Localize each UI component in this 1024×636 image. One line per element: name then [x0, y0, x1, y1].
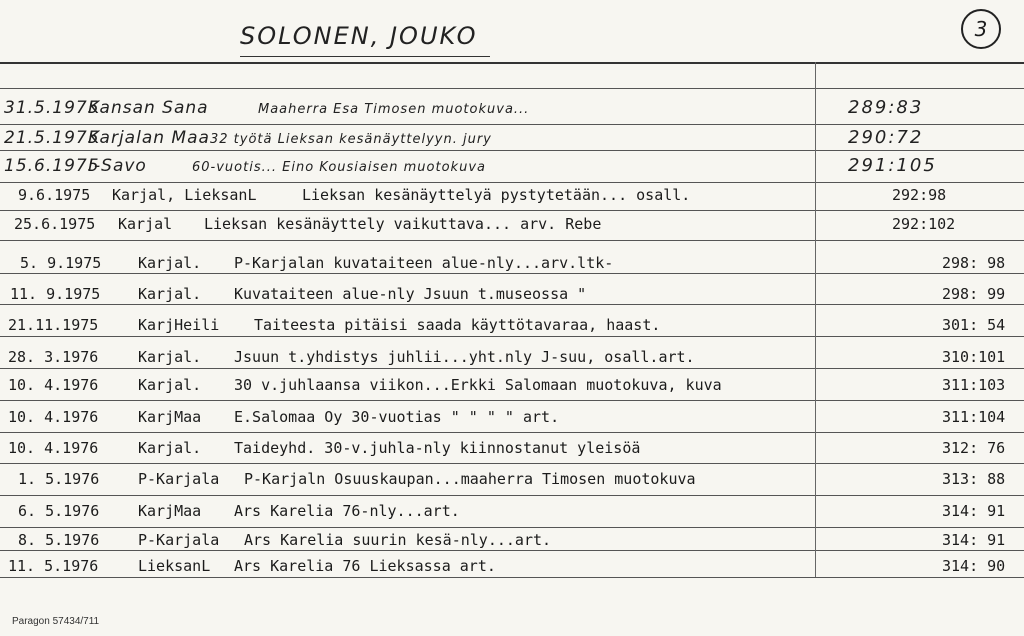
hw-ref: 289:83 — [848, 97, 924, 118]
entry-text: Lieksan kesänäyttely vaikuttava... arv. Rebe — [204, 215, 602, 233]
entry-row — [0, 372, 1024, 400]
entry-date: 10. 4.1976 — [8, 439, 99, 457]
entry-source: Karjal. — [138, 348, 202, 366]
entry-ref: 314: 91 — [942, 502, 1006, 520]
entry-text: Jsuun t.yhdistys juhlii...yht.nly J-suu, osall.art. — [234, 348, 695, 366]
hw-ref: 290:72 — [848, 127, 924, 148]
entry-text: Ars Karelia suurin kesä-nly...art. — [244, 531, 552, 549]
entry-ref: 310:101 — [942, 348, 1006, 366]
entry-date: 6. 5.1976 — [18, 502, 100, 520]
hw-ref: 291:105 — [848, 155, 937, 176]
entry-date: 1. 5.1976 — [18, 470, 100, 488]
entry-text: Taideyhd. 30-v.juhla-nly kiinnostanut yleisöä — [234, 439, 641, 457]
entry-row — [0, 250, 1024, 278]
entry-ref: 311:103 — [942, 376, 1006, 394]
entry-date: 9.6.1975 — [18, 186, 91, 204]
entry-row — [0, 281, 1024, 309]
card-number: 3 — [974, 17, 988, 41]
entry-ref: 298: 98 — [942, 254, 1006, 272]
rule — [0, 432, 1024, 433]
entry-ref: 313: 88 — [942, 470, 1006, 488]
hw-source: Karjalan Maa — [88, 128, 210, 148]
entry-text: E.Salomaa Oy 30-vuotias " " " " art. — [234, 408, 560, 426]
entry-date: 21.11.1975 — [8, 316, 99, 334]
hw-source: Kansan Sana — [88, 98, 209, 118]
entry-date: 11. 9.1975 — [10, 285, 101, 303]
entry-text: P-Karjalan kuvataiteen alue-nly...arv.ltk- — [234, 254, 614, 272]
entry-ref: 314: 90 — [942, 557, 1006, 575]
card-number-circle — [961, 9, 1001, 49]
entry-text: Ars Karelia 76-nly...art. — [234, 502, 460, 520]
entry-text: 30 v.juhlaansa viikon...Erkki Salomaan muotokuva, kuva — [234, 376, 722, 394]
entry-ref: 312: 76 — [942, 439, 1006, 457]
entry-row — [0, 182, 1024, 210]
entry-ref: 292:98 — [892, 186, 947, 204]
entry-source: P-Karjala — [138, 470, 220, 488]
entry-ref: 292:102 — [892, 215, 956, 233]
rule — [0, 62, 1024, 64]
rule — [0, 495, 1024, 496]
hw-source: I-Savo — [88, 156, 147, 176]
hw-text: 60-vuotis... Eino Kousiaisen muotokuva — [192, 160, 486, 175]
entry-date: 10. 4.1976 — [8, 376, 99, 394]
rule — [0, 150, 1024, 151]
entry-source: KarjMaa — [138, 502, 202, 520]
entry-row — [0, 211, 1024, 239]
entry-source: Karjal — [118, 215, 173, 233]
card-heading: SOLONEN, JOUKO — [240, 22, 478, 50]
rule — [0, 88, 1024, 89]
entry-source: P-Karjala — [138, 531, 220, 549]
hw-text: Maaherra Esa Timosen muotokuva... — [258, 102, 530, 117]
entry-source: KarjHeili — [138, 316, 220, 334]
entry-ref: 298: 99 — [942, 285, 1006, 303]
entry-text: P-Karjaln Osuuskaupan...maaherra Timosen muotokuva — [244, 470, 696, 488]
rule — [0, 124, 1024, 125]
rule — [0, 400, 1024, 401]
entry-row — [0, 553, 1024, 581]
entry-source: LieksanL — [138, 557, 211, 575]
entry-source: Karjal. — [138, 254, 202, 272]
rule — [0, 240, 1024, 241]
hw-date: 31.5.1975 — [4, 98, 100, 118]
heading-underline — [240, 56, 490, 57]
entry-text: Ars Karelia 76 Lieksassa art. — [234, 557, 496, 575]
entry-row — [0, 466, 1024, 494]
entry-row — [0, 312, 1024, 340]
hw-text: 32 työtä Lieksan kesänäyttelyyn. jury — [210, 132, 492, 147]
hw-date: 21.5.1975 — [4, 128, 100, 148]
entry-row — [0, 344, 1024, 372]
entry-ref: 301: 54 — [942, 316, 1006, 334]
entry-text: Kuvataiteen alue-nly Jsuun t.museossa " — [234, 285, 587, 303]
entry-date: 5. 9.1975 — [20, 254, 102, 272]
entry-source: KarjMaa — [138, 408, 202, 426]
entry-source: Karjal. — [138, 439, 202, 457]
hw-date: 15.6.1975 — [4, 156, 100, 176]
entry-date: 25.6.1975 — [14, 215, 96, 233]
entry-row — [0, 404, 1024, 432]
entry-ref: 311:104 — [942, 408, 1006, 426]
entry-ref: 314: 91 — [942, 531, 1006, 549]
entry-date: 8. 5.1976 — [18, 531, 100, 549]
entry-text: Lieksan kesänäyttelyä pystytetään... osall. — [302, 186, 691, 204]
rule — [0, 463, 1024, 464]
entry-source: Karjal. — [138, 376, 202, 394]
entry-source: Karjal. — [138, 285, 202, 303]
entry-row — [0, 435, 1024, 463]
entry-date: 28. 3.1976 — [8, 348, 99, 366]
entry-text: Taiteesta pitäisi saada käyttötavaraa, haast. — [254, 316, 661, 334]
entry-source: Karjal, LieksanL — [112, 186, 257, 204]
entry-date: 10. 4.1976 — [8, 408, 99, 426]
card-footer: Paragon 57434/711 — [12, 616, 100, 627]
entry-row — [0, 498, 1024, 526]
entry-row — [0, 527, 1024, 555]
entry-date: 11. 5.1976 — [8, 557, 99, 575]
